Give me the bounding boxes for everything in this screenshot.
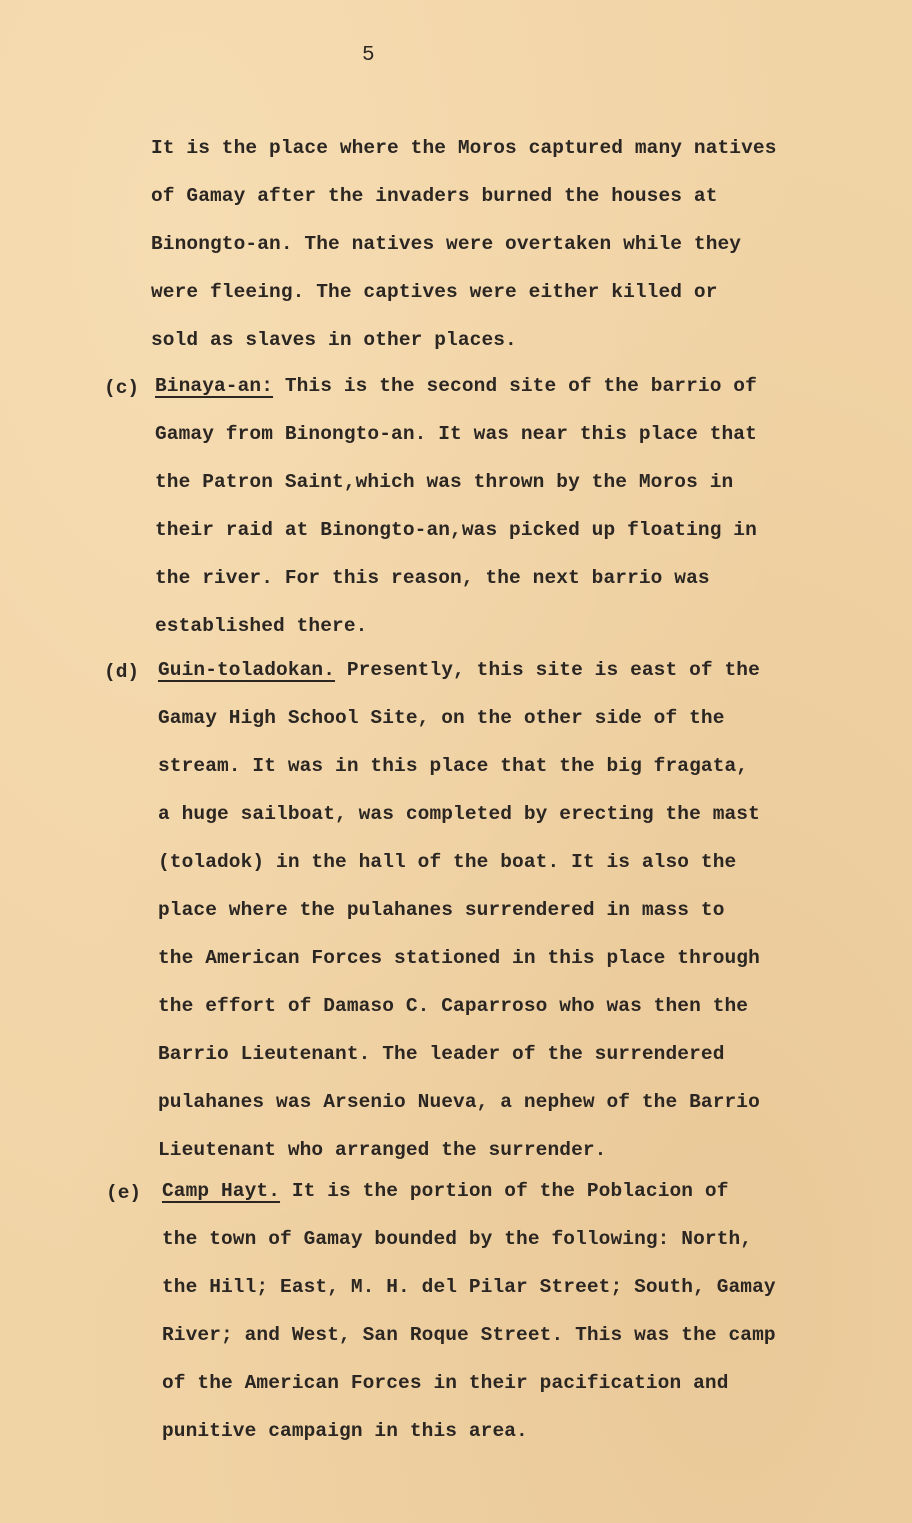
item-e-paragraph bbox=[162, 1180, 776, 1468]
item-d-paragraph bbox=[158, 659, 760, 1187]
text-line: the Patron Saint,which was thrown by the Moros in bbox=[155, 471, 734, 493]
item-e-heading: Camp Hayt. bbox=[162, 1180, 281, 1202]
text-line: the town of Gamay bounded by the following: North, bbox=[162, 1228, 753, 1250]
text-line: were fleeing. The captives were either killed or bbox=[151, 281, 718, 303]
item-marker-c: (c) bbox=[104, 377, 140, 399]
text-line: Barrio Lieutenant. The leader of the surrendered bbox=[158, 1043, 725, 1065]
text-line: punitive campaign in this area. bbox=[162, 1420, 528, 1442]
item-c-heading: Binaya-an: bbox=[155, 375, 274, 397]
item-marker-e: (e) bbox=[106, 1182, 142, 1204]
text-line: the American Forces stationed in this place through bbox=[158, 947, 760, 969]
text-line: stream. It was in this place that the big fragata, bbox=[158, 755, 749, 777]
text-line: Binongto-an. The natives were overtaken while they bbox=[151, 233, 742, 255]
text-line: Gamay from Binongto-an. It was near this place that bbox=[155, 423, 757, 445]
item-d-heading: Guin-toladokan. bbox=[158, 659, 336, 681]
text-line: the effort of Damaso C. Caparroso who was then the bbox=[158, 995, 749, 1017]
item-d-first-line: Presently, this site is east of the bbox=[335, 659, 760, 681]
item-c-first-line: This is the second site of the barrio of bbox=[273, 375, 757, 397]
text-line bbox=[155, 375, 757, 423]
text-line: Gamay High School Site, on the other side of the bbox=[158, 707, 725, 729]
text-line: sold as slaves in other places. bbox=[151, 329, 517, 351]
text-line: Lieutenant who arranged the surrender. bbox=[158, 1139, 607, 1161]
item-e-first-line: It is the portion of the Poblacion of bbox=[280, 1180, 729, 1202]
text-line: (toladok) in the hall of the boat. It is also the bbox=[158, 851, 737, 873]
text-line: of the American Forces in their pacification and bbox=[162, 1372, 729, 1394]
text-line bbox=[162, 1180, 776, 1228]
item-c-paragraph bbox=[155, 375, 757, 663]
text-line: place where the pulahanes surrendered in mass to bbox=[158, 899, 725, 921]
intro-paragraph bbox=[151, 137, 777, 377]
text-line bbox=[158, 659, 760, 707]
text-line: the river. For this reason, the next barrio was bbox=[155, 567, 710, 589]
text-line: their raid at Binongto-an,was picked up floating in bbox=[155, 519, 757, 541]
item-marker-d: (d) bbox=[104, 661, 140, 683]
text-line: pulahanes was Arsenio Nueva, a nephew of the Barrio bbox=[158, 1091, 760, 1113]
text-line: It is the place where the Moros captured many natives bbox=[151, 137, 777, 159]
page-number: 5 bbox=[362, 44, 375, 67]
text-line: of Gamay after the invaders burned the houses at bbox=[151, 185, 718, 207]
text-line: River; and West, San Roque Street. This was the camp bbox=[162, 1324, 776, 1346]
text-line: established there. bbox=[155, 615, 368, 637]
text-line: a huge sailboat, was completed by erecting the mast bbox=[158, 803, 760, 825]
text-line: the Hill; East, M. H. del Pilar Street; South, Gamay bbox=[162, 1276, 776, 1298]
